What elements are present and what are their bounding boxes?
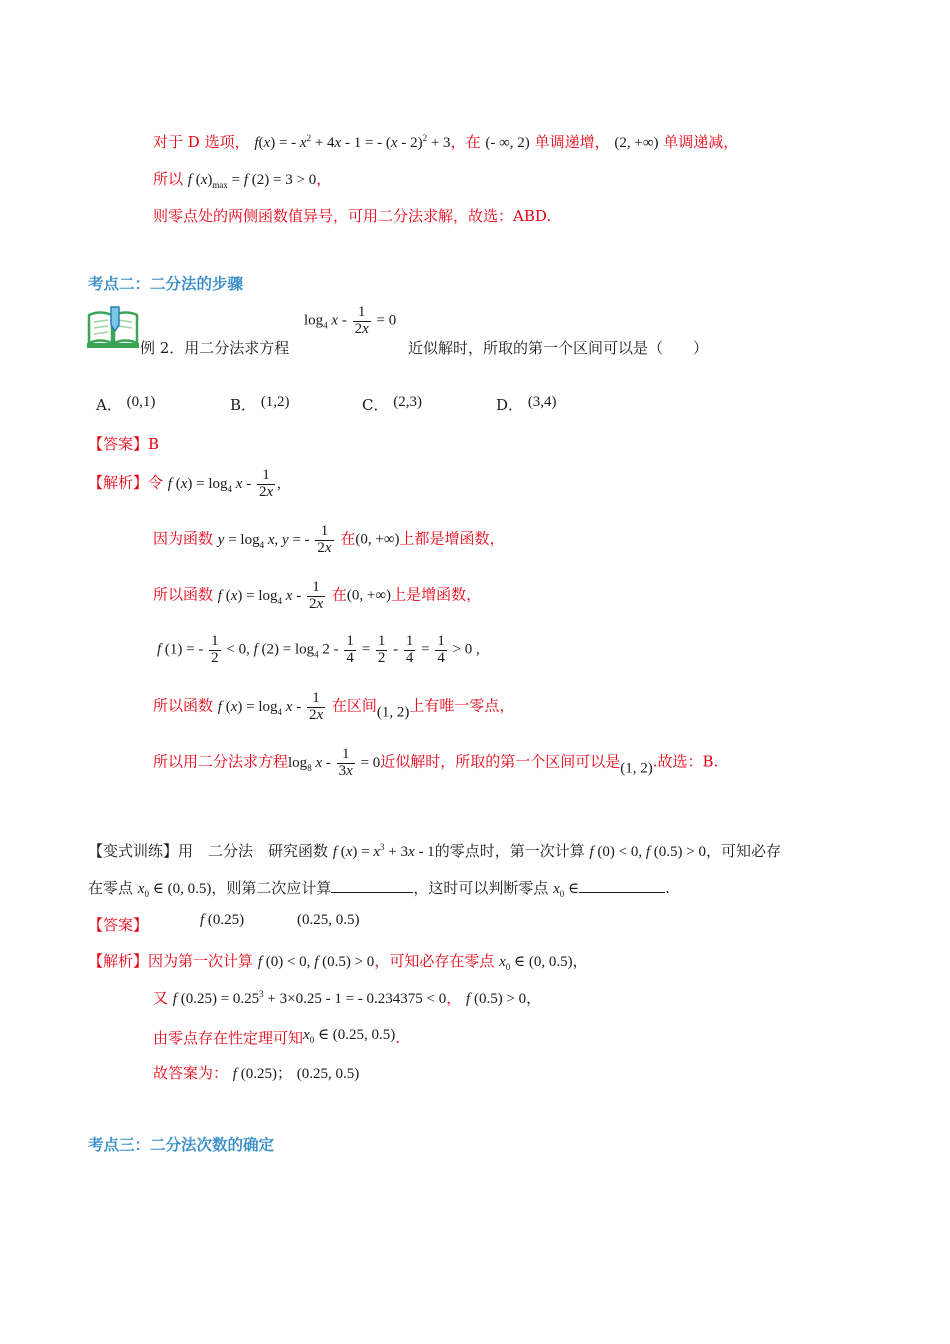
line1-expression: $y = \log_4 x$, y = - $\frac{1}{2x}$ xyxy=(217,523,332,556)
variant-function: f $(x) = x^3 + 3x - 1$ xyxy=(332,842,435,860)
line5-expression: $\log_8 x$ - $\frac{1}{3x}$ = 0 xyxy=(288,746,381,779)
a4-answer-2: (0.25, 0.5) xyxy=(296,1066,360,1082)
a4-lead: 故答案为： xyxy=(153,1064,229,1082)
a2-lead: 又 xyxy=(153,989,169,1007)
variant-root-symbol: $x_0$ ∈ xyxy=(553,881,580,899)
variant-answer-1: f (0.25) xyxy=(200,912,245,928)
variant-analysis-label: 【解析】 xyxy=(88,952,149,970)
option-c-value: (2,3) xyxy=(393,394,423,410)
d-option-conclusion: 则零点处的两侧函数值异号，可用二分法求解，故选：ABD. xyxy=(153,207,552,225)
a3-lead: 由零点存在性定理可知 xyxy=(153,1029,304,1047)
a3-root: $x_0$ ∈ (0.25, 0.5) xyxy=(303,1027,396,1045)
variant-analysis-line-4 xyxy=(153,1062,359,1083)
line4-expression: f $(x) = \log_4 x$ - $\frac{1}{2x}$ xyxy=(217,690,324,723)
a4-separator: ； xyxy=(276,1066,292,1082)
analysis-line-3: f (1) = - $\frac{1}{2}$ < 0, f $(2) = \log_4 2$ - $\frac{1}{4}$ = $\frac{1}{2}$ - $\frac{1}{4}$ = $\frac{1}{4}$ > 0 , xyxy=(157,633,480,666)
a2-expression-2: f (0.5) > 0 xyxy=(466,991,527,1007)
variant-text-6: ，这时可以判断零点 xyxy=(413,879,549,897)
a1-tail: ， xyxy=(572,954,588,970)
line1-interval: (0, +∞) xyxy=(355,531,400,548)
variant-text-3: ，可知必存 xyxy=(705,842,781,860)
max-lead: 所以 xyxy=(153,170,184,188)
variant-condition: f (0) < 0, f (0.5) > 0 xyxy=(589,844,706,860)
a2-mid: ， xyxy=(446,989,462,1007)
line4-in: 在区间 xyxy=(331,696,377,715)
variant-analysis-line-1 xyxy=(88,950,588,971)
line5-mid: 近似解时，所取的第一个区间可以是 xyxy=(380,752,621,771)
d-option-function: f(x) = - $x^2 + 4x - 1$ = - (x - 2)$^2$ + 3 xyxy=(254,133,451,151)
d-option-decreasing: 单调递减， xyxy=(658,133,739,151)
analysis-line-2 xyxy=(153,580,481,613)
d-option-line xyxy=(153,131,738,152)
variant-line-2 xyxy=(88,877,670,898)
line1-lead: 因为函数 xyxy=(153,529,214,548)
analysis-line-4 xyxy=(153,691,514,724)
analysis-definition: f $(x) = \log_4 x$ - $\frac{1}{2x}$ , xyxy=(167,467,281,500)
a1-root: $x_0$ ∈ (0, 0.5) xyxy=(499,954,573,972)
max-tail: ， xyxy=(316,170,332,188)
example-2-equation: $\log_4 x$ - $\frac{1}{2x}$ = 0 xyxy=(304,304,397,337)
section-3-title: 考点三：二分法次数的确定 xyxy=(88,1135,275,1154)
option-b-value: (1,2) xyxy=(260,394,290,410)
option-b-letter: B． xyxy=(230,396,257,414)
variant-text-1: 用 二分法 研究函数 xyxy=(178,842,329,860)
max-expression: f $(x)_{max} = f$ (2) = 3 > 0 xyxy=(187,172,317,190)
a1-condition: f (0) < 0, f (0.5) > 0 xyxy=(257,954,375,970)
option-a-value: (0,1) xyxy=(126,394,156,410)
line4-lead: 所以函数 xyxy=(153,696,214,715)
a1-lead: 因为第一次计算 xyxy=(148,952,254,970)
line2-lead: 所以函数 xyxy=(153,585,214,604)
option-d xyxy=(496,394,557,415)
option-a xyxy=(96,394,155,415)
blank-1[interactable] xyxy=(331,878,413,893)
option-d-value: (3,4) xyxy=(527,394,557,410)
line4-tail: 上有唯一零点， xyxy=(409,696,515,715)
line2-interval: (0, +∞) xyxy=(346,587,392,604)
line5-interval: (1, 2) xyxy=(620,760,653,777)
d-option-interval-1: (- ∞, 2) xyxy=(485,135,530,151)
d-option-in: ，在 xyxy=(450,133,481,151)
example-2-text: 例 2．用二分法求方程 xyxy=(140,339,290,357)
line2-expression: f $(x) = \log_4 x$ - $\frac{1}{2x}$ xyxy=(217,579,324,612)
line4-interval: (1, 2) xyxy=(376,704,410,721)
variant-line-1 xyxy=(88,840,781,861)
d-option-lead: 对于 D 选项， xyxy=(153,133,250,151)
variant-text-5: ，则第二次应计算 xyxy=(211,879,332,897)
a2-expression: f $(0.25) = 0.25^3 + 3\times 0.25 - 1$ = - 0.234375 < 0 xyxy=(172,989,447,1007)
option-c xyxy=(362,394,422,415)
example-2-analysis xyxy=(88,468,281,501)
variant-text-2: 的零点时，第一次计算 xyxy=(434,842,585,860)
line2-tail: 上是增函数， xyxy=(391,585,482,604)
section-2-title: 考点二：二分法的步骤 xyxy=(88,274,244,293)
analysis-line-5 xyxy=(153,747,718,780)
example-2-label xyxy=(140,337,289,358)
variant-analysis-line-2 xyxy=(153,987,541,1008)
example-2-question: 近似解时，所取的第一个区间可以是（ ） xyxy=(408,339,709,357)
analysis-label: 【解析】令 xyxy=(88,473,164,492)
option-b xyxy=(230,394,290,415)
variant-text-7: . xyxy=(665,879,670,897)
d-option-increasing: 单调递增， xyxy=(529,133,610,151)
variant-text-4: 在零点 xyxy=(88,879,134,897)
d-option-interval-2: (2, +∞) xyxy=(614,135,659,151)
book-pencil-icon xyxy=(86,305,140,349)
line1-in: 在 xyxy=(340,529,356,548)
variant-analysis-line-3 xyxy=(153,1025,400,1048)
variant-root-interval: $x_0$ ∈ (0, 0.5) xyxy=(137,881,212,899)
a2-tail: ， xyxy=(526,991,542,1007)
line5-lead: 所以用二分法求方程 xyxy=(153,752,289,771)
line2-in: 在 xyxy=(331,585,347,604)
option-d-letter: D． xyxy=(496,396,524,414)
a1-mid: ，可知必存在零点 xyxy=(374,952,495,970)
blank-2[interactable] xyxy=(579,878,665,893)
line1-tail: 上都是增函数， xyxy=(399,529,505,548)
variant-answer-label: 【答案】 xyxy=(88,916,149,934)
a4-answer-1: f (0.25) xyxy=(232,1066,277,1082)
a3-tail: . xyxy=(395,1029,401,1047)
variant-label: 【变式训练】 xyxy=(88,842,179,860)
variant-answer-2: (0.25, 0.5) xyxy=(297,912,360,928)
example-2-answer: 【答案】B xyxy=(88,435,160,453)
d-option-max-line xyxy=(153,168,331,189)
option-c-letter: C． xyxy=(362,396,389,414)
option-a-letter: A． xyxy=(96,396,122,414)
line5-tail: .故选：B. xyxy=(652,752,719,771)
analysis-line-1 xyxy=(153,524,505,557)
